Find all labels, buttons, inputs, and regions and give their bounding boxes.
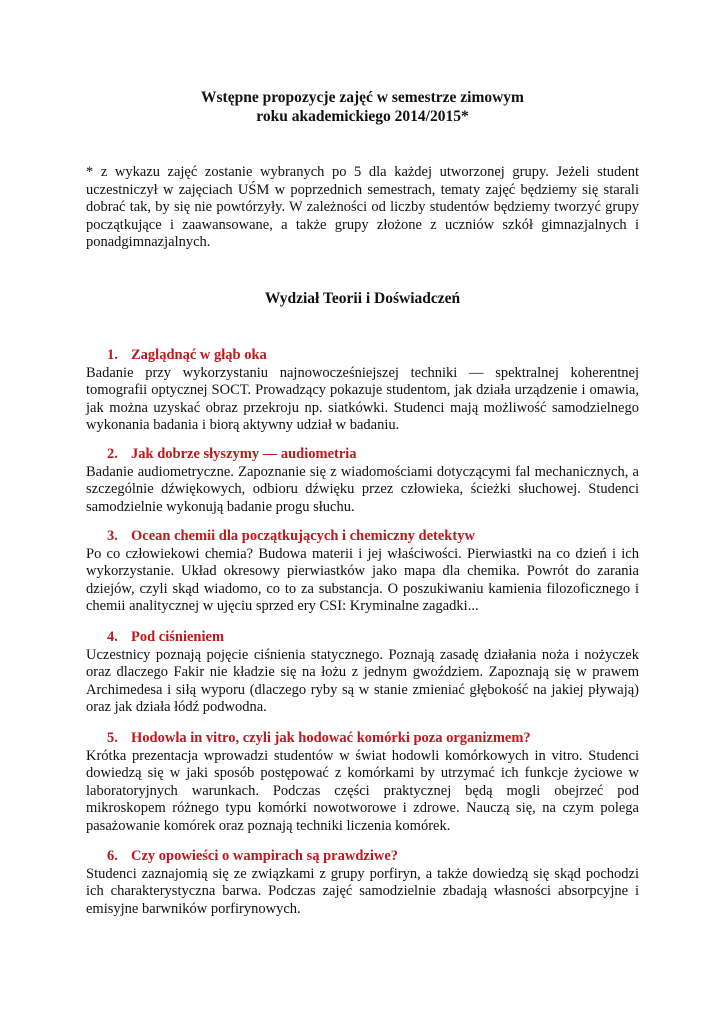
- topic-number: 6.: [107, 848, 118, 864]
- topic-item: [86, 347, 639, 435]
- topic-description: Badanie przy wykorzystaniu najnowocześniejszej techniki — spektralnej koherentnej tomografii optycznej SOCT. Prowadzący pokazuje studentom, jak działa urządzenie i omawia, jak można uzyskać obraz przekroju np. siatkówki. Studenci mają możliwość samodzielnego wykonania badania i biorą aktywny udział w badaniu.: [86, 364, 639, 434]
- topic-title: [86, 446, 639, 464]
- document-title: [86, 88, 639, 126]
- topic-title: [86, 848, 639, 866]
- topic-title-text: Jak dobrze słyszymy — audiometria: [131, 446, 357, 462]
- topic-item: [86, 848, 639, 918]
- topic-description: Krótka prezentacja wprowadzi studentów w świat hodowli komórkowych in vitro. Studenci dowiedzą się w jaki sposób postępować z komórkami by utrzymać ich funkcje życiowe w laboratoryjnych warunkach. Podczas części praktycznej będą mogli obejrzeć pod mikroskopem różnego typu komórki nowotworowe i zdrowe. Nauczą się, na czym polega pasażowanie komórek oraz poznają techniki liczenia komórek.: [86, 747, 639, 834]
- topic-title: [86, 528, 639, 546]
- topic-title: [86, 629, 639, 647]
- topic-number: 1.: [107, 347, 118, 363]
- topic-title-text: Hodowla in vitro, czyli jak hodować komórki poza organizmem?: [131, 730, 531, 746]
- topic-number: 3.: [107, 528, 118, 544]
- topic-description: Po co człowiekowi chemia? Budowa materii i jej właściwości. Pierwiastki na co dzień i ich wykorzystanie. Układ okresowy pierwiastków jako mapa dla chemika. Powrót do zarania dziejów, czyli skąd wiadomo, co to za substancja. O poszukiwaniu kamienia filozoficznego i chemii analitycznej w ujęciu sprzed ery CSI: Kryminalne zagadki...: [86, 545, 639, 615]
- title-line-2: roku akademickiego 2014/2015*: [256, 108, 469, 125]
- topic-number: 4.: [107, 629, 118, 645]
- topic-title-text: Ocean chemii dla początkujących i chemiczny detektyw: [131, 528, 475, 544]
- section-heading: Wydział Teorii i Doświadczeń: [264, 290, 461, 307]
- title-line-1: Wstępne propozycje zajęć w semestrze zimowym: [201, 89, 524, 106]
- topic-number: 2.: [107, 446, 118, 462]
- topic-title: [86, 730, 639, 748]
- topic-title-text: Pod ciśnieniem: [131, 629, 225, 645]
- topic-title: [86, 347, 639, 365]
- topic-number: 5.: [107, 730, 118, 746]
- topic-title-text: Czy opowieści o wampirach są prawdziwe?: [131, 848, 399, 864]
- topic-item: [86, 446, 639, 516]
- footnote-paragraph: * z wykazu zajęć zostanie wybranych po 5 dla każdej utworzonej grupy. Jeżeli student uczestniczył w zajęciach UŚM w poprzednich semestrach, tematy zajęć będziemy się starali dobrać tak, by się nie powtórzyły. W zależności od liczby studentów będziemy tworzyć grupy początkujące i zaawansowane, a także grupy złożone z uczniów szkół gimnazjalnych i ponadgimnazjalnych.: [86, 164, 639, 251]
- topic-item: [86, 730, 639, 836]
- topic-description: Uczestnicy poznają pojęcie ciśnienia statycznego. Poznają zasadę działania noża i nożyczek oraz dlaczego Fakir nie kładzie się na łożu z jednym gwoździem. Zapoznają się w prawem Archimedesa i siłą wyporu (dlaczego ryby są w stanie zmieniać głębokość na jakiej pływają) oraz jak działa łódź podwodna.: [86, 646, 639, 716]
- topic-title-text: Zaglądnąć w głąb oka: [131, 347, 267, 363]
- topic-item: [86, 528, 639, 616]
- topic-description: Badanie audiometryczne. Zapoznanie się z wiadomościami dotyczącymi fal mechanicznych, a szczególnie dźwiękowych, odbioru dźwięku przez człowieka, ścieżki słuchowej. Studenci samodzielnie wykonują badanie progu słuchu.: [86, 463, 639, 515]
- topic-description: Studenci zaznajomią się ze związkami z grupy porfiryn, a także dowiedzą się skąd pochodzi ich charakterystyczna barwa. Podczas zajęć samodzielnie zbadają własności absorpcyjne i emisyjne barwników porfirynowych.: [86, 865, 639, 917]
- topic-item: [86, 629, 639, 717]
